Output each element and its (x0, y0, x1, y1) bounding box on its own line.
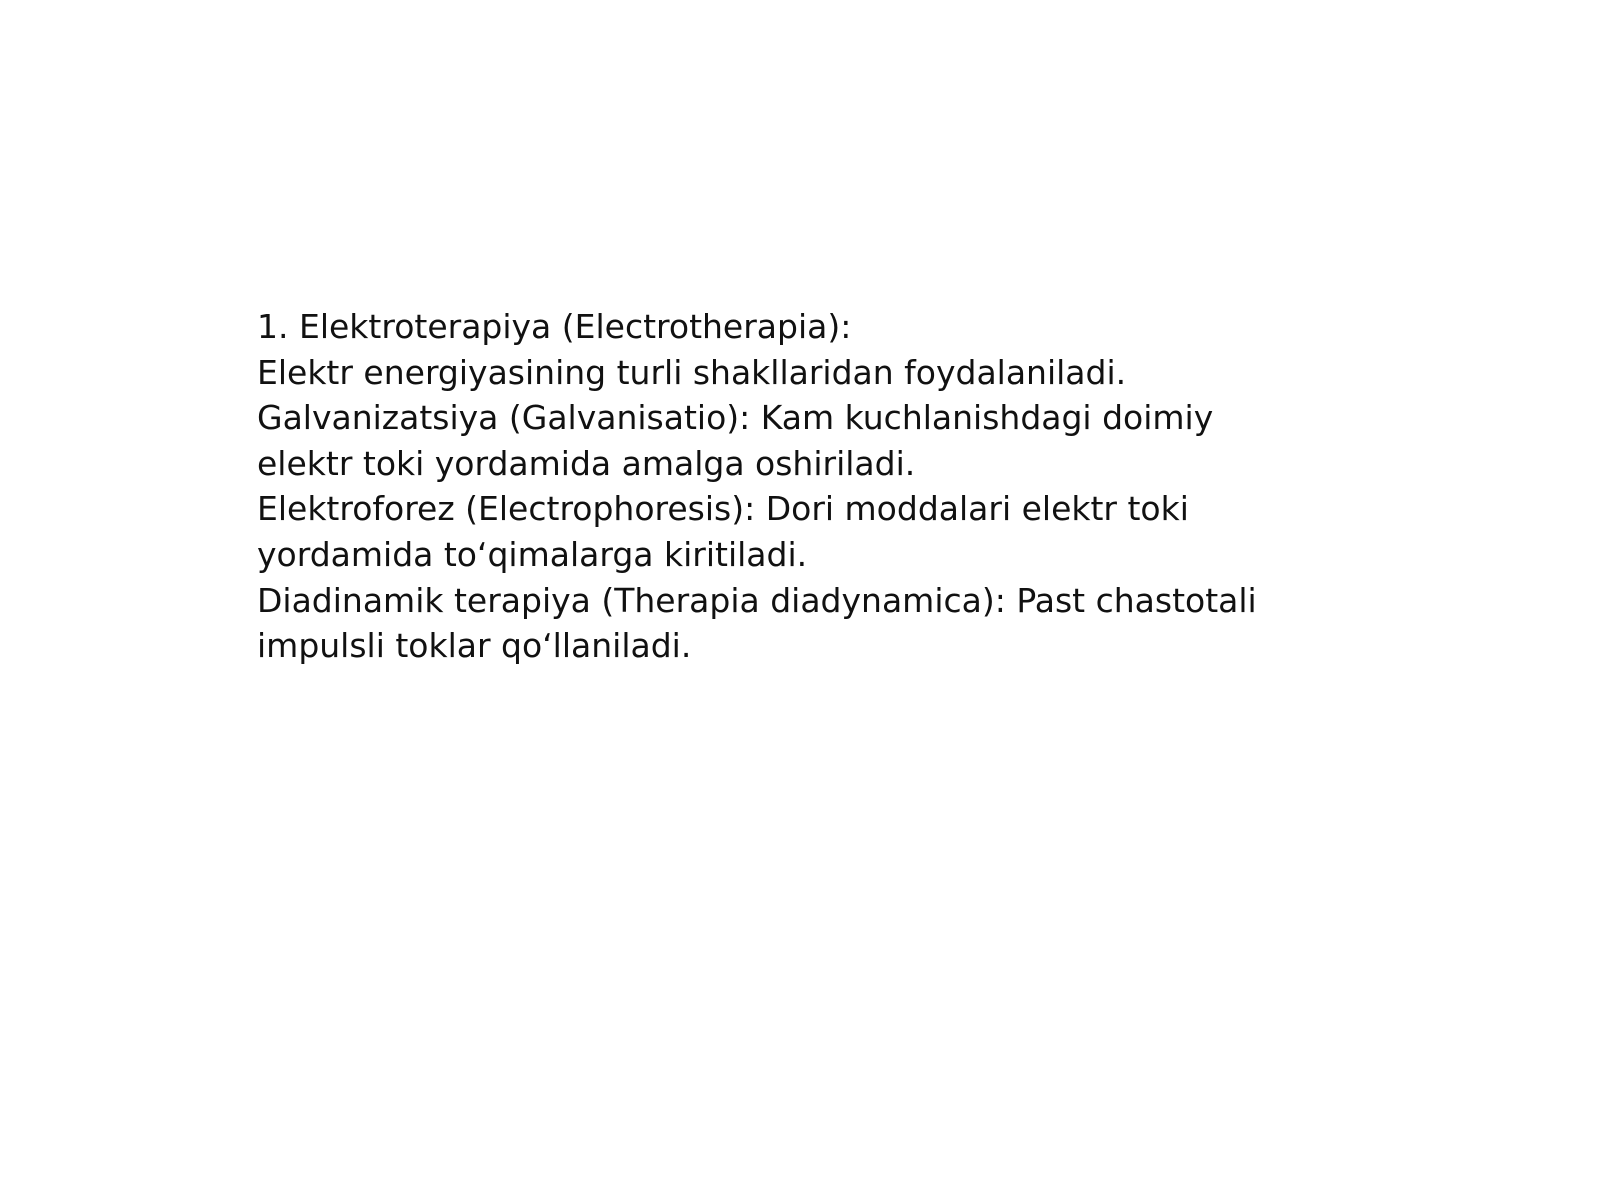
text-line: Diadinamik terapiya (Therapia diadynamica): Past chastotali (257, 580, 1257, 620)
slide-body-text (257, 304, 1377, 669)
heading-line: 1. Elektroterapiya (Electrotherapia): (257, 307, 852, 346)
text-line: Galvanizatsiya (Galvanisatio): Kam kuchlanishdagi doimiy (257, 398, 1214, 438)
text-line: yordamida toʻqimalarga kiritiladi. (257, 534, 808, 574)
text-line: Elektroforez (Electrophoresis): Dori moddalari elektr toki (257, 489, 1189, 529)
text-line: Elektr energiyasining turli shakllaridan foydalaniladi. (257, 352, 1127, 392)
text-line: elektr toki yordamida amalga oshiriladi. (257, 443, 916, 483)
text-line: impulsli toklar qoʻllaniladi. (257, 626, 692, 666)
